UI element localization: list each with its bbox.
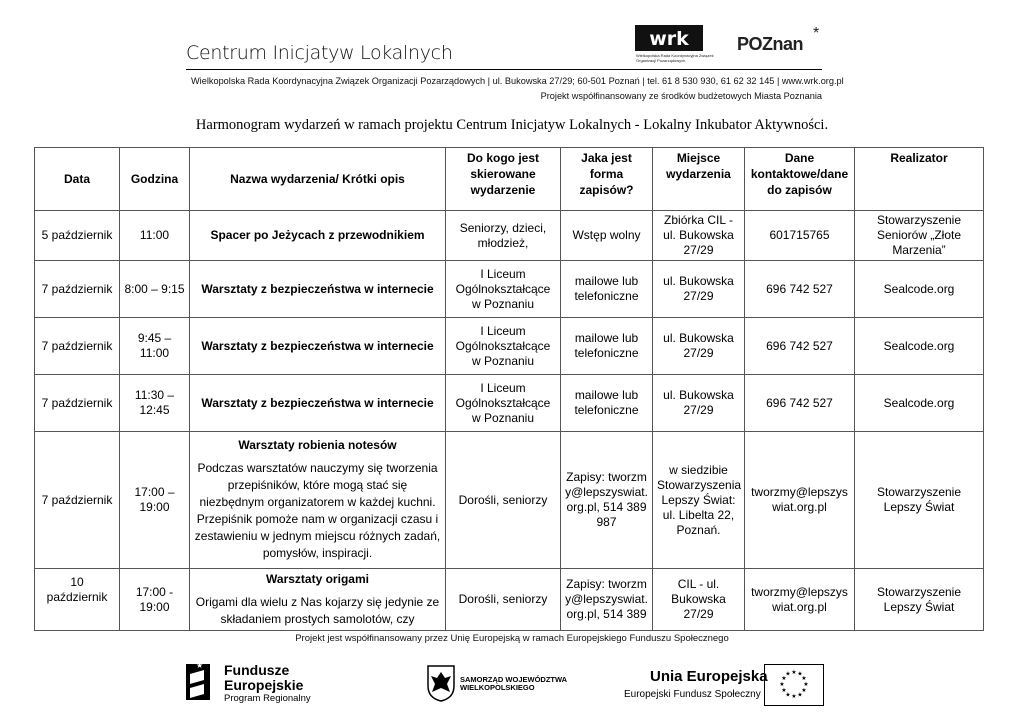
cell-organizer: Stowarzyszenie Lepszy Świat [855,569,984,631]
table-row [35,211,984,261]
svg-text:★: ★ [196,661,204,670]
svg-text:★: ★ [801,675,807,682]
cell-time: 17:00 – 19:00 [120,432,190,569]
cell-signup: mailowe lub telefoniczne [561,261,653,318]
cell-place: CIL - ul. Bukowska 27/29 [653,569,745,631]
cell-signup: Zapisy: tworzmy@lepszyswiat.org.pl, 514 389 [561,569,653,631]
cell-date: 10 październik [35,569,120,631]
svg-text:★: ★ [785,670,791,678]
poznan-logo-star: * [813,25,820,42]
cell-time: 17:00 - 19:00 [120,569,190,631]
cell-place: Zbiórka CIL - ul. Bukowska 27/29 [653,211,745,261]
header-address: Wielkopolska Rada Koordynacyjna Związek Organizacji Pozarządowych | ul. Bukowska 27/29; 60-501 Poznań | tel. 61 8 530 930, 61 62 32 145 | www.wrk.org.pl [191,76,844,86]
cell-signup: mailowe lub telefoniczne [561,375,653,432]
header-cofinancing: Projekt współfinansowany ze środków budżetowych Miasta Poznania [540,91,822,101]
header-time: Godzina [120,148,190,211]
event-title: Warsztaty origami [266,571,369,586]
header-place: Miejsce wydarzenia [653,148,745,211]
cell-audience: Dorośli, seniorzy [446,432,561,569]
svg-text:★: ★ [785,691,791,699]
cell-time: 9:45 – 11:00 [120,318,190,375]
cell-audience: I Liceum Ogólnokształcące w Poznaniu [446,318,561,375]
cell-audience: Seniorzy, dzieci, młodzież, [446,211,561,261]
cell-event-name: Warsztaty z bezpieczeństwa w internecie [190,261,446,318]
fe-line2: Europejskie [224,677,304,693]
poznan-logo: POZnan [737,34,804,54]
cell-event-name: Spacer po Jeżycach z przewodnikiem [190,211,446,261]
event-title: Warsztaty robienia notesów [238,438,397,452]
wlkp-line1: SAMORZĄD WOJEWÓDZTWA [460,675,568,684]
cell-signup: Wstęp wolny [561,211,653,261]
eu-subtitle: Europejski Fundusz Społeczny [624,689,761,700]
svg-text:★: ★ [797,691,803,699]
cell-organizer: Sealcode.org [855,261,984,318]
cell-time: 11:30 – 12:45 [120,375,190,432]
cell-date: 7 październik [35,261,120,318]
table-row [35,432,984,569]
event-description: Origami dla wielu z Nas kojarzy się jedynie ze składaniem prostych samolotów, czy [195,594,440,626]
cell-date: 7 październik [35,432,120,569]
footer-note: Projekt jest współfinansowany przez Unię Europejską w ramach Europejskiego Funduszu Społecznego [295,633,729,644]
eu-flag-icon [764,664,824,706]
cell-place: ul. Bukowska 27/29 [653,375,745,432]
header-divider [186,69,822,70]
cell-time: 11:00 [120,211,190,261]
svg-text:★: ★ [797,670,803,678]
cell-contact: 601715765 [745,211,855,261]
header-title: Centrum Inicjatyw Lokalnych [186,42,453,64]
svg-text:★: ★ [801,687,807,694]
cell-organizer: Sealcode.org [855,375,984,432]
table-row [35,375,984,432]
svg-text:★: ★ [791,693,797,700]
wielkopolska-eagle-icon [426,664,456,707]
header-audience: Do kogo jest skierowane wydarzenie [446,148,561,211]
cell-signup: mailowe lub telefoniczne [561,318,653,375]
cell-event-name [190,432,446,569]
cell-date: 5 październik [35,211,120,261]
wrk-logo-text: wrk [649,28,689,50]
cell-audience: I Liceum Ogólnokształcące w Poznaniu [446,375,561,432]
cell-time: 8:00 – 9:15 [120,261,190,318]
wlkp-line2: WIELKOPOLSKIEGO [460,683,535,692]
cell-contact: tworzmy@lepszyswiat.org.pl [745,432,855,569]
table-row [35,318,984,375]
header-signup-form: Jaka jest forma zapisów? [561,148,653,211]
cell-audience: Dorośli, seniorzy [446,569,561,631]
event-description: Podczas warsztatów nauczymy się tworzenia przepiśników, które mogą stać się niezbędnym organizatorem w każdej kuchni. Przepiśnik pomoże nam w organizacji czasu i zestawieniu w jednym miejscu różnych zadań, pomysłów, inspiracji. [194,461,441,560]
header-date: Data [35,148,120,211]
schedule-table [34,147,984,631]
cell-place: w siedzibie Stowarzyszenia Lepszy Świat: ul. Libelta 22, Poznań. [653,432,745,569]
wrk-logo-subtitle: Wielkopolska Rada Koordynacyjna Związek Organizacji Pozarządowych [636,53,714,63]
cell-signup: Zapisy: tworzmy@lepszyswiat.org.pl, 514 389 987 [561,432,653,569]
table-row [35,569,984,631]
header-contact: Dane kontaktowe/dane do zapisów [745,148,855,211]
fundusze-europejskie-logo [184,660,218,709]
cell-event-name: Warsztaty z bezpieczeństwa w internecie [190,375,446,432]
fe-line1: Fundusze [224,662,290,678]
cell-place: ul. Bukowska 27/29 [653,261,745,318]
cell-organizer: Stowarzyszenie Lepszy Świat [855,432,984,569]
fe-subtitle: Program Regionalny [224,693,311,704]
cell-date: 7 październik [35,318,120,375]
cell-contact: tworzmy@lepszyswiat.org.pl [745,569,855,631]
document-title: Harmonogram wydarzeń w ramach projektu Centrum Inicjatyw Lokalnych - Lokalny Inkubator Aktywności. [195,117,829,133]
svg-text:★: ★ [781,687,787,694]
wrk-logo [635,25,703,51]
svg-text:★: ★ [803,681,809,688]
cell-contact: 696 742 527 [745,375,855,432]
eu-title: Unia Europejska [650,668,768,685]
cell-event-name: Warsztaty z bezpieczeństwa w internecie [190,318,446,375]
svg-text:★: ★ [791,669,797,676]
svg-text:★: ★ [781,675,787,682]
wielkopolska-text [460,676,567,692]
cell-event-name [190,569,446,631]
table-header-row [35,148,984,211]
cell-date: 7 październik [35,375,120,432]
cell-place: ul. Bukowska 27/29 [653,318,745,375]
header-event-name: Nazwa wydarzenia/ Krótki opis [190,148,446,211]
header-organizer: Realizator [855,148,984,211]
table-row [35,261,984,318]
cell-organizer: Sealcode.org [855,318,984,375]
fundusze-europejskie-text [224,663,303,693]
cell-contact: 696 742 527 [745,318,855,375]
cell-organizer: Stowarzyszenie Seniorów „Złote Marzenia” [855,211,984,261]
svg-text:★: ★ [779,681,785,688]
cell-audience: I Liceum Ogólnokształcące w Poznaniu [446,261,561,318]
cell-contact: 696 742 527 [745,261,855,318]
